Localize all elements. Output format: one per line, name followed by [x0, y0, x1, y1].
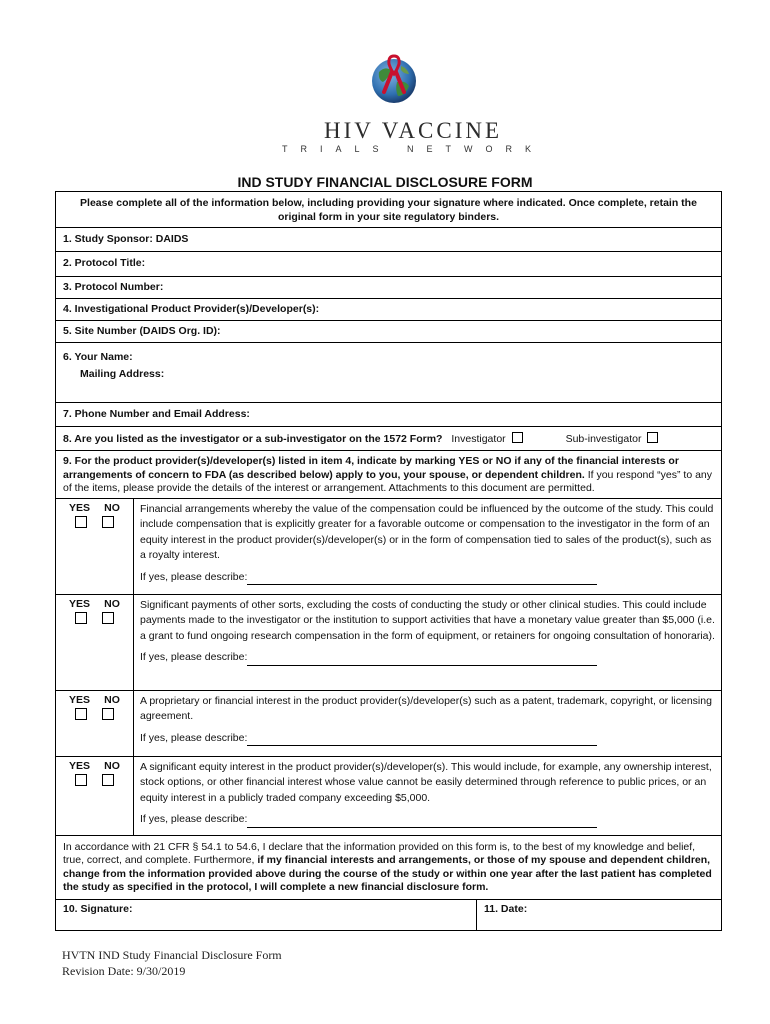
globe-red-ribbon-icon — [367, 52, 421, 106]
footer — [62, 947, 282, 979]
your-name-label: 6. Your Name: — [63, 351, 133, 363]
item-protocol-title[interactable]: 2. Protocol Title: — [56, 252, 721, 277]
no-label: NO — [104, 759, 120, 772]
signature-row — [56, 900, 721, 930]
instructions: Please complete all of the information below, including providing your signature where indicated. Once complete, retain the original form in your site regulatory binders. — [56, 192, 721, 228]
item-site-number[interactable]: 5. Site Number (DAIDS Org. ID): — [56, 321, 721, 343]
hvtn-logo — [0, 40, 770, 160]
no-checkbox[interactable] — [102, 708, 114, 720]
question-4 — [56, 756, 721, 835]
no-checkbox[interactable] — [102, 516, 114, 528]
signature-field[interactable] — [56, 900, 477, 930]
study-sponsor-label: 1. Study Sponsor — [63, 233, 150, 245]
financial-interests-note: If you respond “yes” to any of the items, please provide the details of the interest or arrangement. Attachments to this document are permitted. — [63, 468, 713, 494]
sub-investigator-label: Sub-investigator — [565, 433, 642, 445]
describe-label: If yes, please describe: — [140, 570, 248, 583]
item-phone-email[interactable]: 7. Phone Number and Email Address: — [56, 403, 721, 427]
describe-line[interactable] — [247, 654, 597, 666]
describe-label: If yes, please describe: — [140, 813, 248, 825]
item-protocol-number[interactable]: 3. Protocol Number: — [56, 277, 721, 299]
yes-no-group — [56, 499, 134, 594]
yes-label: YES — [69, 501, 91, 514]
no-checkbox[interactable] — [102, 612, 114, 624]
yes-checkbox[interactable] — [75, 708, 87, 720]
footer-form-name: HVTN IND Study Financial Disclosure Form — [62, 948, 282, 962]
form-title: IND STUDY FINANCIAL DISCLOSURE FORM — [237, 174, 533, 190]
mailing-address-label: Mailing Address: — [80, 368, 165, 380]
logo-title: HIV VACCINE — [323, 118, 503, 143]
investigator-checkbox[interactable] — [512, 432, 523, 443]
item-name-address[interactable] — [56, 343, 721, 403]
signature-label: 10. Signature: — [63, 902, 133, 915]
yes-no-group — [56, 595, 134, 690]
financial-interests-bold: 9. For the product provider(s)/developer(s) listed in item 4, indicate by marking YES or NO if any of the financial interests or arrangements of concern to FDA (as described below) apply to you, your spouse, or dependent children. — [63, 455, 679, 481]
footer-revision-date: Revision Date: 9/30/2019 — [62, 964, 186, 978]
no-checkbox[interactable] — [102, 774, 114, 786]
item-financial-interests — [56, 451, 721, 836]
yes-no-group — [56, 691, 134, 756]
describe-line[interactable] — [247, 573, 597, 585]
question-3 — [56, 690, 721, 756]
question-text — [134, 595, 721, 690]
yes-checkbox[interactable] — [75, 612, 87, 624]
date-field[interactable] — [477, 900, 721, 930]
yes-checkbox[interactable] — [75, 774, 87, 786]
yes-label: YES — [69, 597, 91, 610]
question-4-text: A significant equity interest in the product provider(s)/developer(s). This would include, for example, any ownership interest, stock options, or other financial interest whose value cannot be easily determined through reference to public prices, or an equity interest in a publicly traded company exceeding $5,000. — [140, 760, 712, 804]
question-text — [134, 691, 721, 756]
investigator-label: Investigator — [451, 433, 506, 445]
question-text — [134, 499, 721, 594]
yes-label: YES — [69, 759, 91, 772]
study-sponsor-value: : DAIDS — [149, 233, 189, 245]
question-text — [134, 757, 721, 835]
question-2 — [56, 594, 721, 690]
declaration — [56, 836, 721, 900]
question-1 — [56, 498, 721, 594]
logo-subtitle: TRIALS NETWORK — [281, 144, 544, 154]
declaration-bold-text: if my financial interests and arrangements, or those of my spouse and dependent children, change from the information provided above during the course of the study or within one year after the last patient has completed the study as specified in the protocol, I will complete a new financial disclosure form. — [63, 854, 712, 893]
yes-checkbox[interactable] — [75, 516, 87, 528]
describe-line[interactable] — [247, 734, 597, 746]
date-label: 11. Date: — [484, 902, 528, 915]
role-question: 8. Are you listed as the investigator or a sub-investigator on the 1572 Form? — [63, 433, 443, 445]
yes-no-group — [56, 757, 134, 835]
item-product-provider[interactable]: 4. Investigational Product Provider(s)/Developer(s): — [56, 299, 721, 321]
declaration-text: In accordance with 21 CFR § 54.1 to 54.6, I declare that the information provided on this form is, to the best of my knowledge and belief, true, correct, and complete. Furthermore, — [63, 840, 696, 866]
question-2-text: Significant payments of other sorts, excluding the costs of conducting the study or other clinical studies. This could include payments made to the investigator or the institution to support activities that have a monetary value greater than $5,000 (i.e. a grant to fund ongoing research compensation in the form of equipment, or retainers for ongoing consultation of honoraria). — [140, 598, 715, 642]
describe-field[interactable] — [140, 731, 715, 747]
describe-label: If yes, please describe: — [140, 651, 248, 663]
describe-label: If yes, please describe: — [140, 731, 248, 744]
describe-field[interactable] — [140, 812, 715, 828]
financial-interests-intro — [56, 451, 721, 498]
no-label: NO — [104, 693, 120, 706]
question-1-text: Financial arrangements whereby the value of the compensation could be influenced by the outcome of the study. This could include compensation that is explicitly greater for a favorable outcome or compensation to the investigator in the form of an equity interest in the product provider(s)/developer(s) or in the form of compensation tied to sales of the product(s), such as a royalty interest. — [140, 502, 714, 561]
describe-line[interactable] — [247, 816, 597, 828]
yes-label: YES — [69, 693, 91, 706]
sub-investigator-checkbox[interactable] — [647, 432, 658, 443]
question-3-text: A proprietary or financial interest in the product provider(s)/developer(s) such as a patent, trademark, copyright, or licensing agreement. — [140, 694, 712, 722]
describe-field[interactable] — [140, 650, 715, 666]
item-1572-role — [56, 427, 721, 451]
describe-field[interactable] — [140, 570, 715, 586]
item-study-sponsor[interactable] — [56, 228, 721, 252]
no-label: NO — [104, 501, 120, 514]
disclosure-form — [55, 191, 722, 931]
no-label: NO — [104, 597, 120, 610]
